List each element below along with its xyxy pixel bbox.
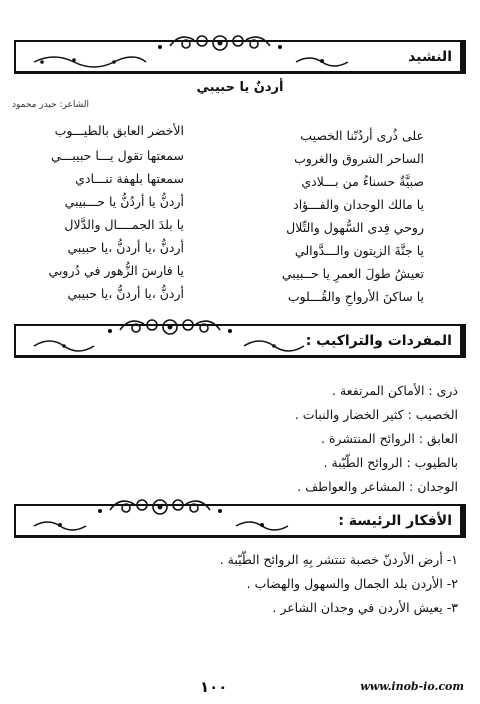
verse-right-3: صبيَّةٌ حسناءُ من بـــلادي [301, 174, 424, 189]
verse-right-8: يا ساكنَ الأرواحِ والقُـــلوب [287, 289, 424, 304]
verse-right-7: تعيشُ طولَ العمرِ يا حــبيبي [281, 266, 424, 281]
vocab-item-1: ذرى : الأماكن المرتفعة . [332, 383, 458, 398]
ornament-right-flourish-icon [232, 512, 292, 538]
section-title-main-ideas: الأفكار الرئيسة : [338, 513, 452, 529]
verse-left-2: سمعتها تقول يـــا حبيبـــي [50, 148, 184, 163]
section-title-anthem: النشيد [408, 49, 452, 65]
main-idea-1: ١- أرض الأردنّ خصبة تنتشر بِهِ الروائح الطّيّبة . [219, 552, 458, 567]
verse-right-2: الساحر الشروق والغروب [294, 151, 424, 166]
page-number: ١٠٠ [200, 678, 228, 696]
ornament-left-flourish-icon [30, 512, 90, 538]
ornament-right-flourish-icon [240, 332, 310, 358]
ornament-left-flourish-icon [30, 48, 150, 74]
verse-left-8: أردنُّ ،يا أردنُّ ،يا حبيبي [67, 286, 184, 301]
verse-left-7: يا فارسَ الزُّهور في دُروبي [48, 263, 184, 278]
vocab-item-5: الوجدان : المشاعر والعواطف . [297, 479, 458, 494]
verse-right-1: على ذُرى أردُنّنا الخصيب [300, 128, 424, 143]
section-title-vocabulary: المفردات والتراكيب : [305, 333, 452, 349]
poet-name: الشاعر: حيدر محمود [12, 100, 89, 110]
ornament-decoration-icon [150, 30, 290, 56]
verse-left-1: الأخضر العابق بالطيـــوب [54, 123, 184, 138]
website-link[interactable]: www.inob-io.com [360, 680, 464, 693]
ornament-decoration-icon [90, 494, 230, 520]
ornament-right-flourish-icon [292, 48, 352, 74]
verse-right-6: يا جنَّةَ الزيتون والـــدَّوالي [294, 243, 424, 258]
vocab-item-2: الخصيب : كثير الخضار والنبات . [294, 407, 458, 422]
verse-right-4: يا مالك الوجدان والفـــؤاد [293, 197, 424, 212]
vocab-item-3: العابق : الروائح المنتشرة . [321, 431, 458, 446]
verse-left-4: أردنُّ يا أردُنُّ يا حـــبيبي [64, 194, 184, 209]
poem-title: أردنٌ يا حبيبي [196, 80, 284, 95]
verse-left-3: سمعتها بلهفة تنـــادي [75, 171, 184, 186]
verse-left-5: يا بلدَ الجمــــال والدَّلال [64, 217, 184, 232]
ornament-left-flourish-icon [30, 332, 100, 358]
vocab-item-4: بالطيوب : الروائح الطّيّبة . [323, 455, 458, 470]
main-idea-2: ٢- الأردن بلد الجمال والسهول والهضاب . [246, 576, 458, 591]
verse-right-5: روحي فِدى السُّهول والتِّلال [286, 220, 424, 235]
verse-left-6: أردنُّ ،يا أردنُّ ،يا حبيبي [67, 240, 184, 255]
ornament-decoration-icon [100, 314, 240, 340]
main-idea-3: ٣- يعيش الأردن في وجدان الشاعر . [272, 600, 458, 615]
